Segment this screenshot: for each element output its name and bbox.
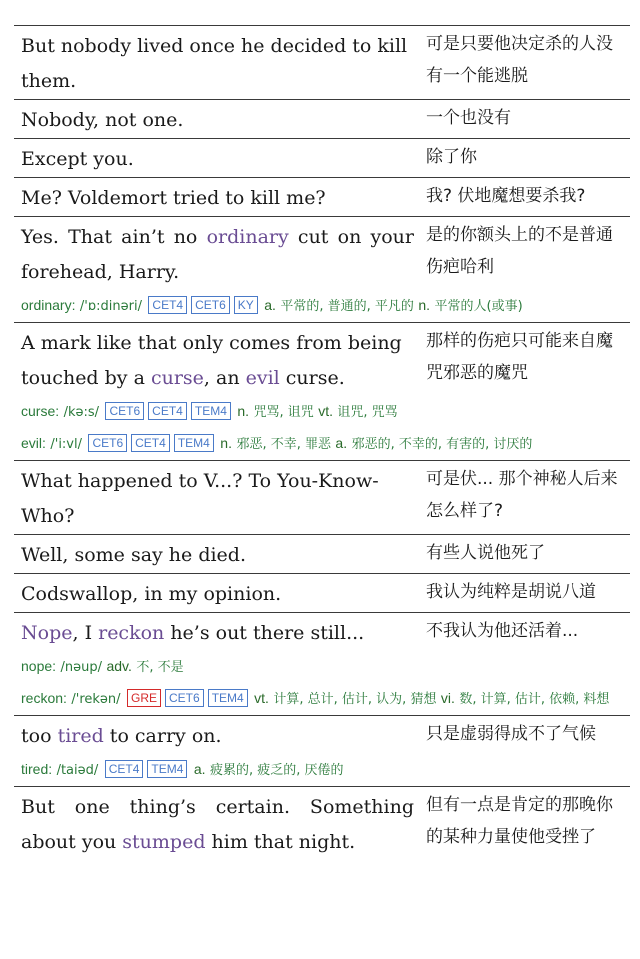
subtitle-line (14, 217, 630, 290)
keyword: tired (57, 725, 104, 747)
exam-tag: CET4 (105, 760, 144, 778)
exam-tag: CET4 (131, 434, 170, 452)
subtitle-line (14, 323, 630, 396)
vocab-entry (21, 428, 624, 460)
subtitle-row (14, 612, 630, 715)
text-segment: curse. (279, 367, 345, 389)
english-text (14, 139, 420, 177)
english-text (14, 323, 420, 396)
subtitle-row (14, 177, 630, 216)
chinese-translation: 可是伏... 那个神秘人后来怎么样了? (426, 469, 618, 521)
exam-tag: CET4 (148, 296, 187, 314)
vocab-word: tired: (21, 761, 53, 777)
chinese-translation: 那样的伤疤只可能来自魔咒邪恶的魔咒 (426, 331, 613, 383)
subtitle-row (14, 573, 630, 612)
definition: 咒骂, 诅咒 (253, 405, 314, 420)
phonetic: /'rekən/ (71, 692, 121, 707)
text-segment: he’s out there still... (164, 622, 365, 644)
text-segment: A mark like that only comes from being touched by a (21, 332, 402, 389)
keyword: reckon (98, 622, 165, 644)
subtitle-row (14, 216, 630, 322)
exam-tag: CET6 (105, 402, 144, 420)
part-of-speech: n. (220, 435, 232, 451)
text-segment: , I (72, 622, 99, 644)
subtitle-row (14, 534, 630, 573)
exam-tag: TEM4 (174, 434, 214, 452)
exam-tag: TEM4 (147, 760, 187, 778)
part-of-speech: vt. (318, 403, 333, 419)
definition: 邪恶, 不幸, 罪恶 (236, 437, 331, 452)
chinese-translation: 只是虚弱得成不了气候 (426, 724, 596, 744)
chinese-translation: 一个也没有 (426, 108, 511, 128)
vocab-word: nope: (21, 658, 57, 674)
part-of-speech: n. (418, 297, 431, 313)
vocab-word: reckon: (21, 690, 67, 706)
phonetic: /'i:vl/ (50, 437, 82, 452)
exam-tag: GRE (127, 689, 161, 707)
english-text (14, 613, 420, 651)
subtitle-row (14, 460, 630, 534)
vocab-entry (21, 396, 624, 428)
subtitle-line (14, 461, 630, 534)
subtitle-line (14, 178, 630, 216)
subtitle-row (14, 786, 630, 860)
subtitle-line (14, 535, 630, 573)
subtitle-row (14, 138, 630, 177)
keyword: Nope (21, 622, 73, 644)
vocab-word: evil: (21, 435, 46, 451)
phonetic: /'ɒ:dinəri/ (79, 299, 142, 314)
part-of-speech: vt. (254, 690, 269, 706)
exam-tag: CET6 (88, 434, 127, 452)
phonetic: /taiəd/ (56, 763, 99, 778)
text-segment: Except you. (21, 148, 134, 170)
english-text (14, 535, 420, 573)
exam-tag: CET4 (148, 402, 187, 420)
subtitle-row (14, 322, 630, 460)
definition: 疲累的, 疲乏的, 厌倦的 (210, 763, 344, 778)
text-segment: Well, some say he died. (21, 544, 247, 566)
vocab-notes (14, 754, 630, 786)
phonetic: /kə:s/ (63, 405, 100, 420)
vocab-entry (21, 290, 624, 322)
english-text (14, 178, 420, 216)
text-segment: Yes. That ain’t no (21, 226, 207, 248)
vocab-notes (14, 651, 630, 715)
text-segment: him that night. (205, 831, 356, 853)
definition: 数, 计算, 估计, 依赖, 料想 (459, 692, 610, 707)
keyword: evil (245, 367, 280, 389)
english-text (14, 26, 420, 99)
chinese-translation: 不我认为他还活着... (426, 621, 579, 641)
english-text (14, 787, 420, 860)
chinese-translation: 我认为纯粹是胡说八道 (426, 582, 596, 602)
subtitle-line (14, 26, 630, 99)
subtitle-line (14, 139, 630, 177)
part-of-speech: adv. (106, 658, 132, 674)
chinese-translation: 可是只要他决定杀的人没有一个能逃脱 (426, 34, 613, 86)
text-segment: Me? Voldemort tried to kill me? (21, 187, 326, 209)
subtitle-line (14, 787, 630, 860)
part-of-speech: a. (264, 297, 276, 313)
keyword: ordinary (206, 226, 289, 248)
exam-tag: TEM4 (208, 689, 248, 707)
subtitle-line (14, 574, 630, 612)
text-segment: cut on your forehead, Harry. (21, 226, 414, 283)
exam-tag: CET6 (165, 689, 204, 707)
vocab-notes (14, 396, 630, 460)
phonetic: /nəup/ (60, 660, 102, 675)
text-segment: , an (203, 367, 246, 389)
english-text (14, 217, 420, 290)
definition: 不, 不是 (136, 660, 184, 675)
chinese-translation: 我? 伏地魔想要杀我? (426, 186, 586, 206)
exam-tag: TEM4 (191, 402, 231, 420)
vocab-notes (14, 290, 630, 322)
chinese-translation: 但有一点是肯定的那晚你的某种力量使他受挫了 (426, 795, 613, 847)
keyword: stumped (122, 831, 206, 853)
text-segment: But nobody lived once he decided to kill them. (21, 35, 408, 92)
vocab-entry (21, 683, 624, 715)
definition: 邪恶的, 不幸的, 有害的, 讨厌的 (351, 437, 533, 452)
text-segment: But one thing’s certain. Something about you (21, 796, 414, 853)
subtitle-row (14, 99, 630, 138)
keyword: curse (150, 367, 204, 389)
vocab-entry (21, 754, 624, 786)
part-of-speech: a. (335, 435, 348, 451)
exam-tag: CET6 (191, 296, 230, 314)
vocab-word: curse: (21, 403, 60, 419)
english-text (14, 100, 420, 138)
subtitle-row (14, 715, 630, 786)
exam-tag: KY (234, 296, 258, 314)
definition: 计算, 总计, 估计, 认为, 猜想 (273, 692, 437, 707)
subtitle-line (14, 716, 630, 754)
chinese-translation: 是的你额头上的不是普通伤疤哈利 (426, 225, 613, 277)
chinese-translation: 有些人说他死了 (426, 543, 545, 563)
text-segment: too (21, 725, 58, 747)
english-text (14, 461, 420, 534)
subtitle-line (14, 100, 630, 138)
text-segment: to carry on. (103, 725, 222, 747)
vocab-entry (21, 651, 624, 683)
english-text (14, 716, 420, 754)
definition: 诅咒, 咒骂 (337, 405, 398, 420)
subtitle-row (14, 25, 630, 99)
text-segment: Nobody, not one. (21, 109, 184, 131)
definition: 平常的, 普通的, 平凡的 (280, 299, 414, 314)
text-segment: Codswallop, in my opinion. (21, 583, 282, 605)
subtitle-line (14, 613, 630, 651)
text-segment: What happened to V...? To You-Know-Who? (21, 470, 379, 527)
vocab-word: ordinary: (21, 297, 76, 313)
chinese-translation: 除了你 (426, 147, 477, 167)
english-text (14, 574, 420, 612)
part-of-speech: a. (193, 761, 206, 777)
part-of-speech: n. (237, 403, 250, 419)
part-of-speech: vi. (440, 690, 455, 706)
definition: 平常的人(或事) (434, 299, 523, 314)
